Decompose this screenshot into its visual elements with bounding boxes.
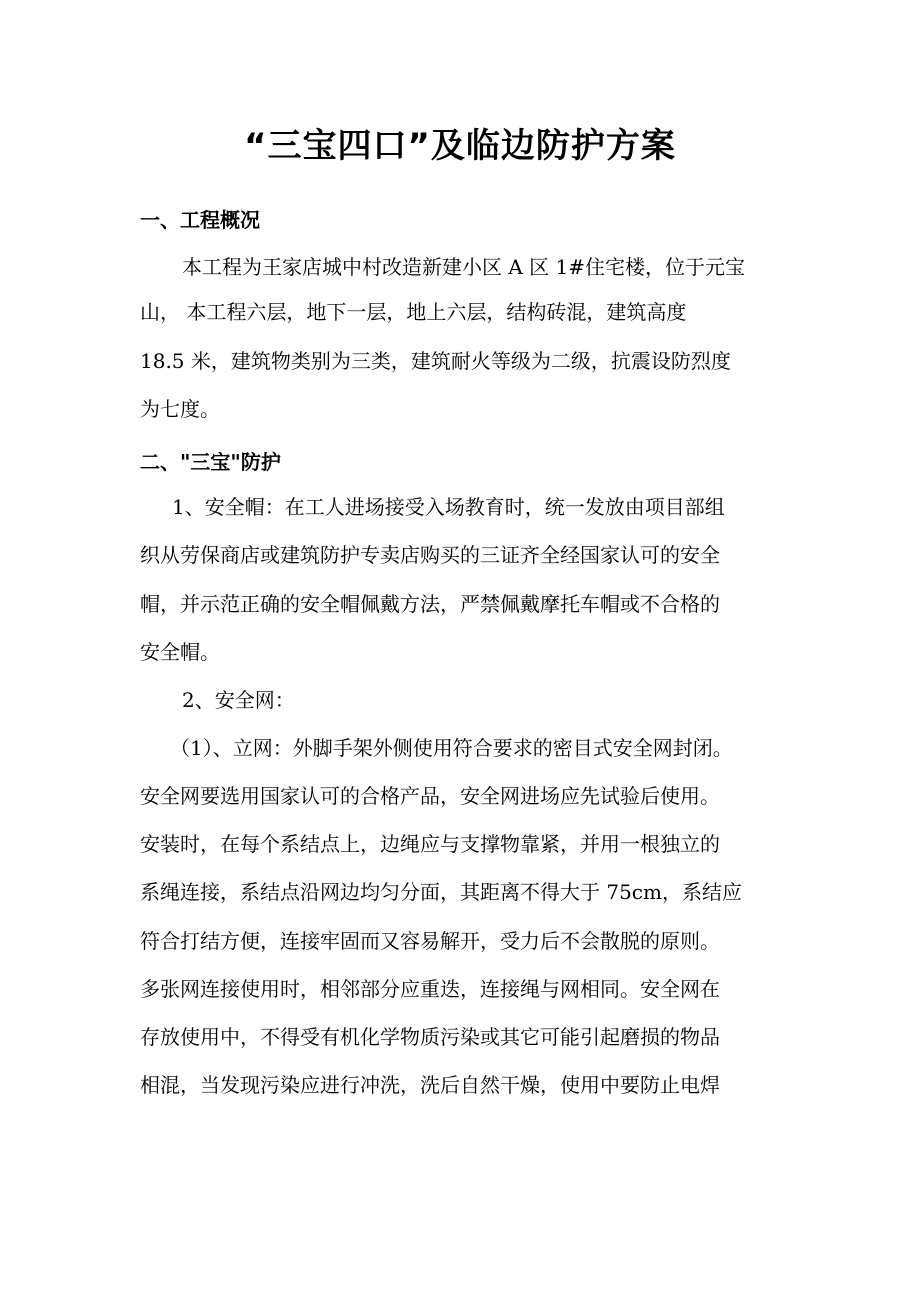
- paragraph-line: 安全帽。: [140, 640, 220, 664]
- paragraph-line: 本工程为王家店城中村改造新建小区 A 区 1#住宅楼，位于元宝: [182, 255, 745, 279]
- paragraph-line: 18.5 米，建筑物类别为三类，建筑耐火等级为二级，抗震设防烈度: [140, 349, 731, 373]
- document-title: “三宝四口”及临边防护方案: [244, 126, 676, 166]
- paragraph-line: 符合打结方便，连接牢固而又容易解开，受力后不会散脱的原则。: [140, 929, 720, 953]
- subheading-safety-net: 2、安全网：: [182, 688, 295, 712]
- paragraph-line: 织从劳保商店或建筑防护专卖店购买的三证齐全经国家认可的安全: [140, 543, 720, 567]
- paragraph-line: 系绳连接，系结点沿网边均匀分面，其距离不得大于 75cm，系结应: [140, 880, 742, 904]
- section-heading-three-treasures: 二、"三宝"防护: [140, 450, 281, 474]
- paragraph-line: 多张网连接使用时，相邻部分应重迭，连接绳与网相同。安全网在: [140, 977, 720, 1001]
- paragraph-line: 为七度。: [140, 397, 220, 421]
- paragraph-line: 1、安全帽：在工人进场接受入场教育时，统一发放由项目部组: [172, 495, 725, 519]
- paragraph-line: 安全网要选用国家认可的合格产品，安全网进场应先试验后使用。: [140, 784, 720, 808]
- paragraph-line: 安装时，在每个系结点上，边绳应与支撑物靠紧，并用一根独立的: [140, 832, 720, 856]
- paragraph-line: 帽，并示范正确的安全帽佩戴方法，严禁佩戴摩托车帽或不合格的: [140, 592, 720, 616]
- paragraph-line: 相混，当发现污染应进行冲洗，洗后自然干燥，使用中要防止电焊: [140, 1073, 720, 1097]
- paragraph-line: 山， 本工程六层，地下一层，地上六层，结构砖混，建筑高度: [140, 300, 687, 324]
- paragraph-line: 存放使用中，不得受有机化学物质污染或其它可能引起磨损的物品: [140, 1025, 720, 1049]
- paragraph-line: （1）、立网：外脚手架外侧使用符合要求的密目式安全网封闭。: [170, 736, 733, 760]
- section-heading-overview: 一、工程概况: [140, 208, 260, 232]
